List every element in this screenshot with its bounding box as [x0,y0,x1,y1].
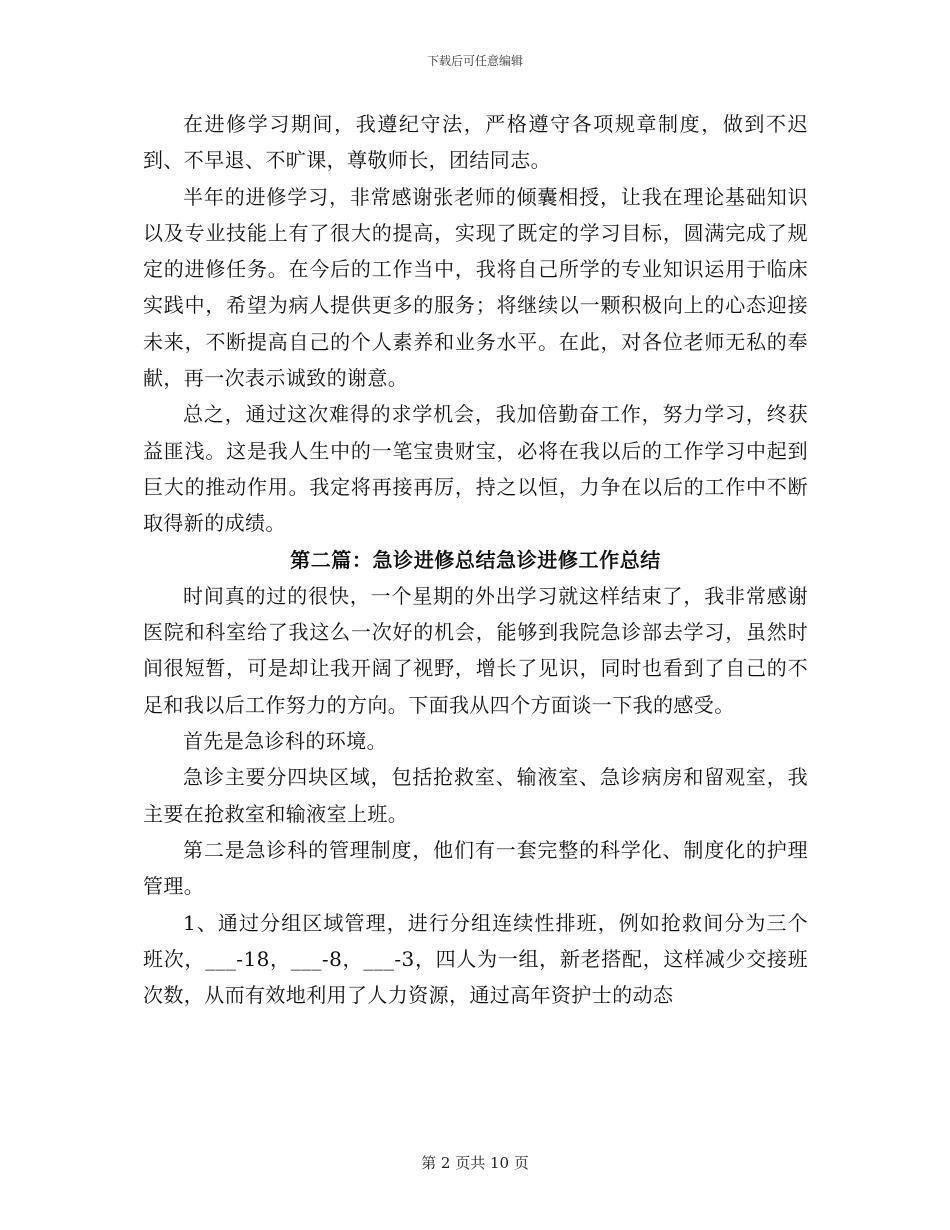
paragraph-gratitude: 半年的进修学习，非常感谢张老师的倾囊相授，让我在理论基础知识以及专业技能上有了很大的提高，实现了既定的学习目标，圆满完成了规定的进修任务。在今后的工作当中，我将自己所学的专业知识运用于临床实践中，希望为病人提供更多的服务；将继续以一颗积极向上的心态迎接未来，不断提高自己的个人素养和业务水平。在此，对各位老师无私的奉献，再一次表示诚致的谢意。 [143,184,808,391]
document-body [143,106,808,1013]
section-heading: 第二篇：急诊进修总结急诊进修工作总结 [290,547,661,572]
paragraph-management: 第二是急诊科的管理制度，他们有一套完整的科学化、制度化的护理管理。 [143,837,808,899]
paragraph-areas: 急诊主要分四块区域，包括抢救室、输液室、急诊病房和留观室，我主要在抢救室和输液室上班。 [143,765,808,826]
paragraph-scheduling: 1、通过分组区域管理，进行分组连续性排班，例如抢救间分为三个班次，___-18，___-8，___-3，四人为一组，新老搭配，这样减少交接班次数，从而有效地利用了人力资源，通过高年资护士的动态 [143,910,808,1008]
page-header-note: 下载后可任意编辑 [426,54,523,68]
paragraph-intro: 时间真的过的很快，一个星期的外出学习就这样结束了，我非常感谢医院和科室给了我这么一次好的机会，能够到我院急诊部去学习，虽然时间很短暂，可是却让我开阔了视野，增长了见识，同时也看到了自己的不足和我以后工作努力的方向。下面我从四个方面谈一下我的感受。 [143,583,808,717]
paragraph-discipline: 在进修学习期间，我遵纪守法，严格遵守各项规章制度，做到不迟到、不早退、不旷课，尊敬师长，团结同志。 [143,112,808,173]
paragraph-conclusion: 总之，通过这次难得的求学机会，我加倍勤奋工作，努力学习，终获益匪浅。这是我人生中的一笔宝贵财宝，必将在我以后的工作学习中起到巨大的推动作用。我定将再接再厉，持之以恒，力争在以后的工作中不断取得新的成绩。 [143,402,808,536]
page-footer-number: 第 2 页共 10 页 [421,1154,529,1172]
paragraph-environment: 首先是急诊科的环境。 [183,729,387,754]
